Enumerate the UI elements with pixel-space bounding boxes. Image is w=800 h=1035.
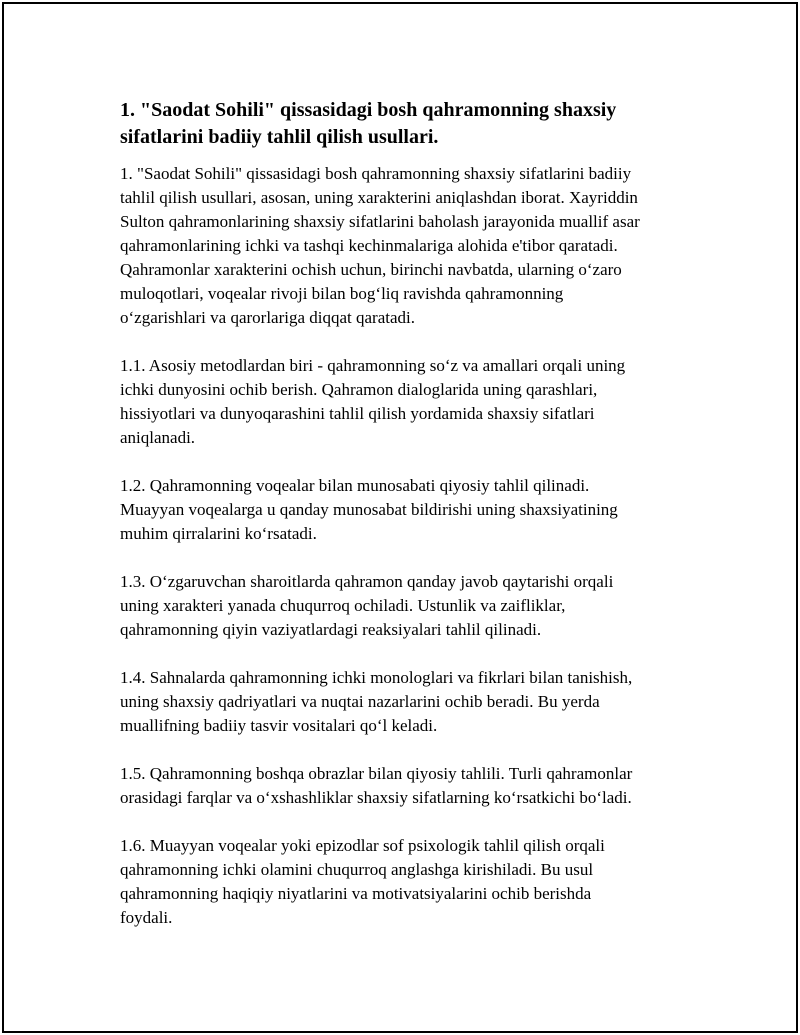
document-body — [120, 97, 700, 954]
paragraph-1-5: 1.5. Qahramonning boshqa obrazlar bilan qiyosiy tahlili. Turli qahramonlar orasidagi farqlar va o‘xshashliklar shaxsiy sifatlarning ko‘rsatkichi bo‘ladi. — [120, 764, 633, 807]
paragraph-1: 1. "Saodat Sohili" qissasidagi bosh qahramonning shaxsiy sifatlarini badiiy tahlil qilish usullari, asosan, uning xarakterini aniqlashdan iborat. Xayriddin Sulton qahramonlarining shaxsiy sifatlarini baholash jarayonida muallif asar qahramonlarining ichki va tashqi kechinmalariga alohida e'tibor qaratadi. Qahramonlar xarakterini ochish uchun, birinchi navbatda, ularning o‘zaro muloqotlari, voqealar rivoji bilan bog‘liq ravishda qahramonning o‘zgarishlari va qarorlariga diqqat qaratadi. — [120, 164, 640, 327]
page-frame — [2, 2, 798, 1033]
paragraph-1-1: 1.1. Asosiy metodlardan biri - qahramonning so‘z va amallari orqali uning ichki dunyosini ochib berish. Qahramon dialoglarida uning qarashlari, hissiyotlari va dunyoqarashini tahlil qilish yordamida shaxsiy sifatlari aniqlanadi. — [120, 356, 626, 447]
paragraph-1-2: 1.2. Qahramonning voqealar bilan munosabati qiyosiy tahlil qilinadi. Muayyan voqealarga u qanday munosabat bildirishi uning shaxsiyatining muhim qirralarini ko‘rsatadi. — [120, 476, 618, 543]
paragraph-1-4: 1.4. Sahnalarda qahramonning ichki monologlari va fikrlari bilan tanishish, uning shaxsiy qadriyatlari va nuqtai nazarlarini ochib beradi. Bu yerda muallifning badiiy tasvir vositalari qo‘l keladi. — [120, 668, 633, 735]
document-heading: 1. "Saodat Sohili" qissasidagi bosh qahramonning shaxsiy sifatlarini badiiy tahlil qilish usullari. — [120, 99, 617, 148]
paragraph-1-6: 1.6. Muayyan voqealar yoki epizodlar sof psixologik tahlil qilish orqali qahramonning ichki olamini chuqurroq anglashga kirishiladi. Bu usul qahramonning haqiqiy niyatlarini va motivatsiyalarini ochib berishda foydali. — [120, 836, 605, 927]
paragraph-1-3: 1.3. O‘zgaruvchan sharoitlarda qahramon qanday javob qaytarishi orqali uning xarakteri yanada chuqurroq ochiladi. Ustunlik va zaifliklar, qahramonning qiyin vaziyatlardagi reaksiyalari tahlil qilinadi. — [120, 572, 614, 639]
